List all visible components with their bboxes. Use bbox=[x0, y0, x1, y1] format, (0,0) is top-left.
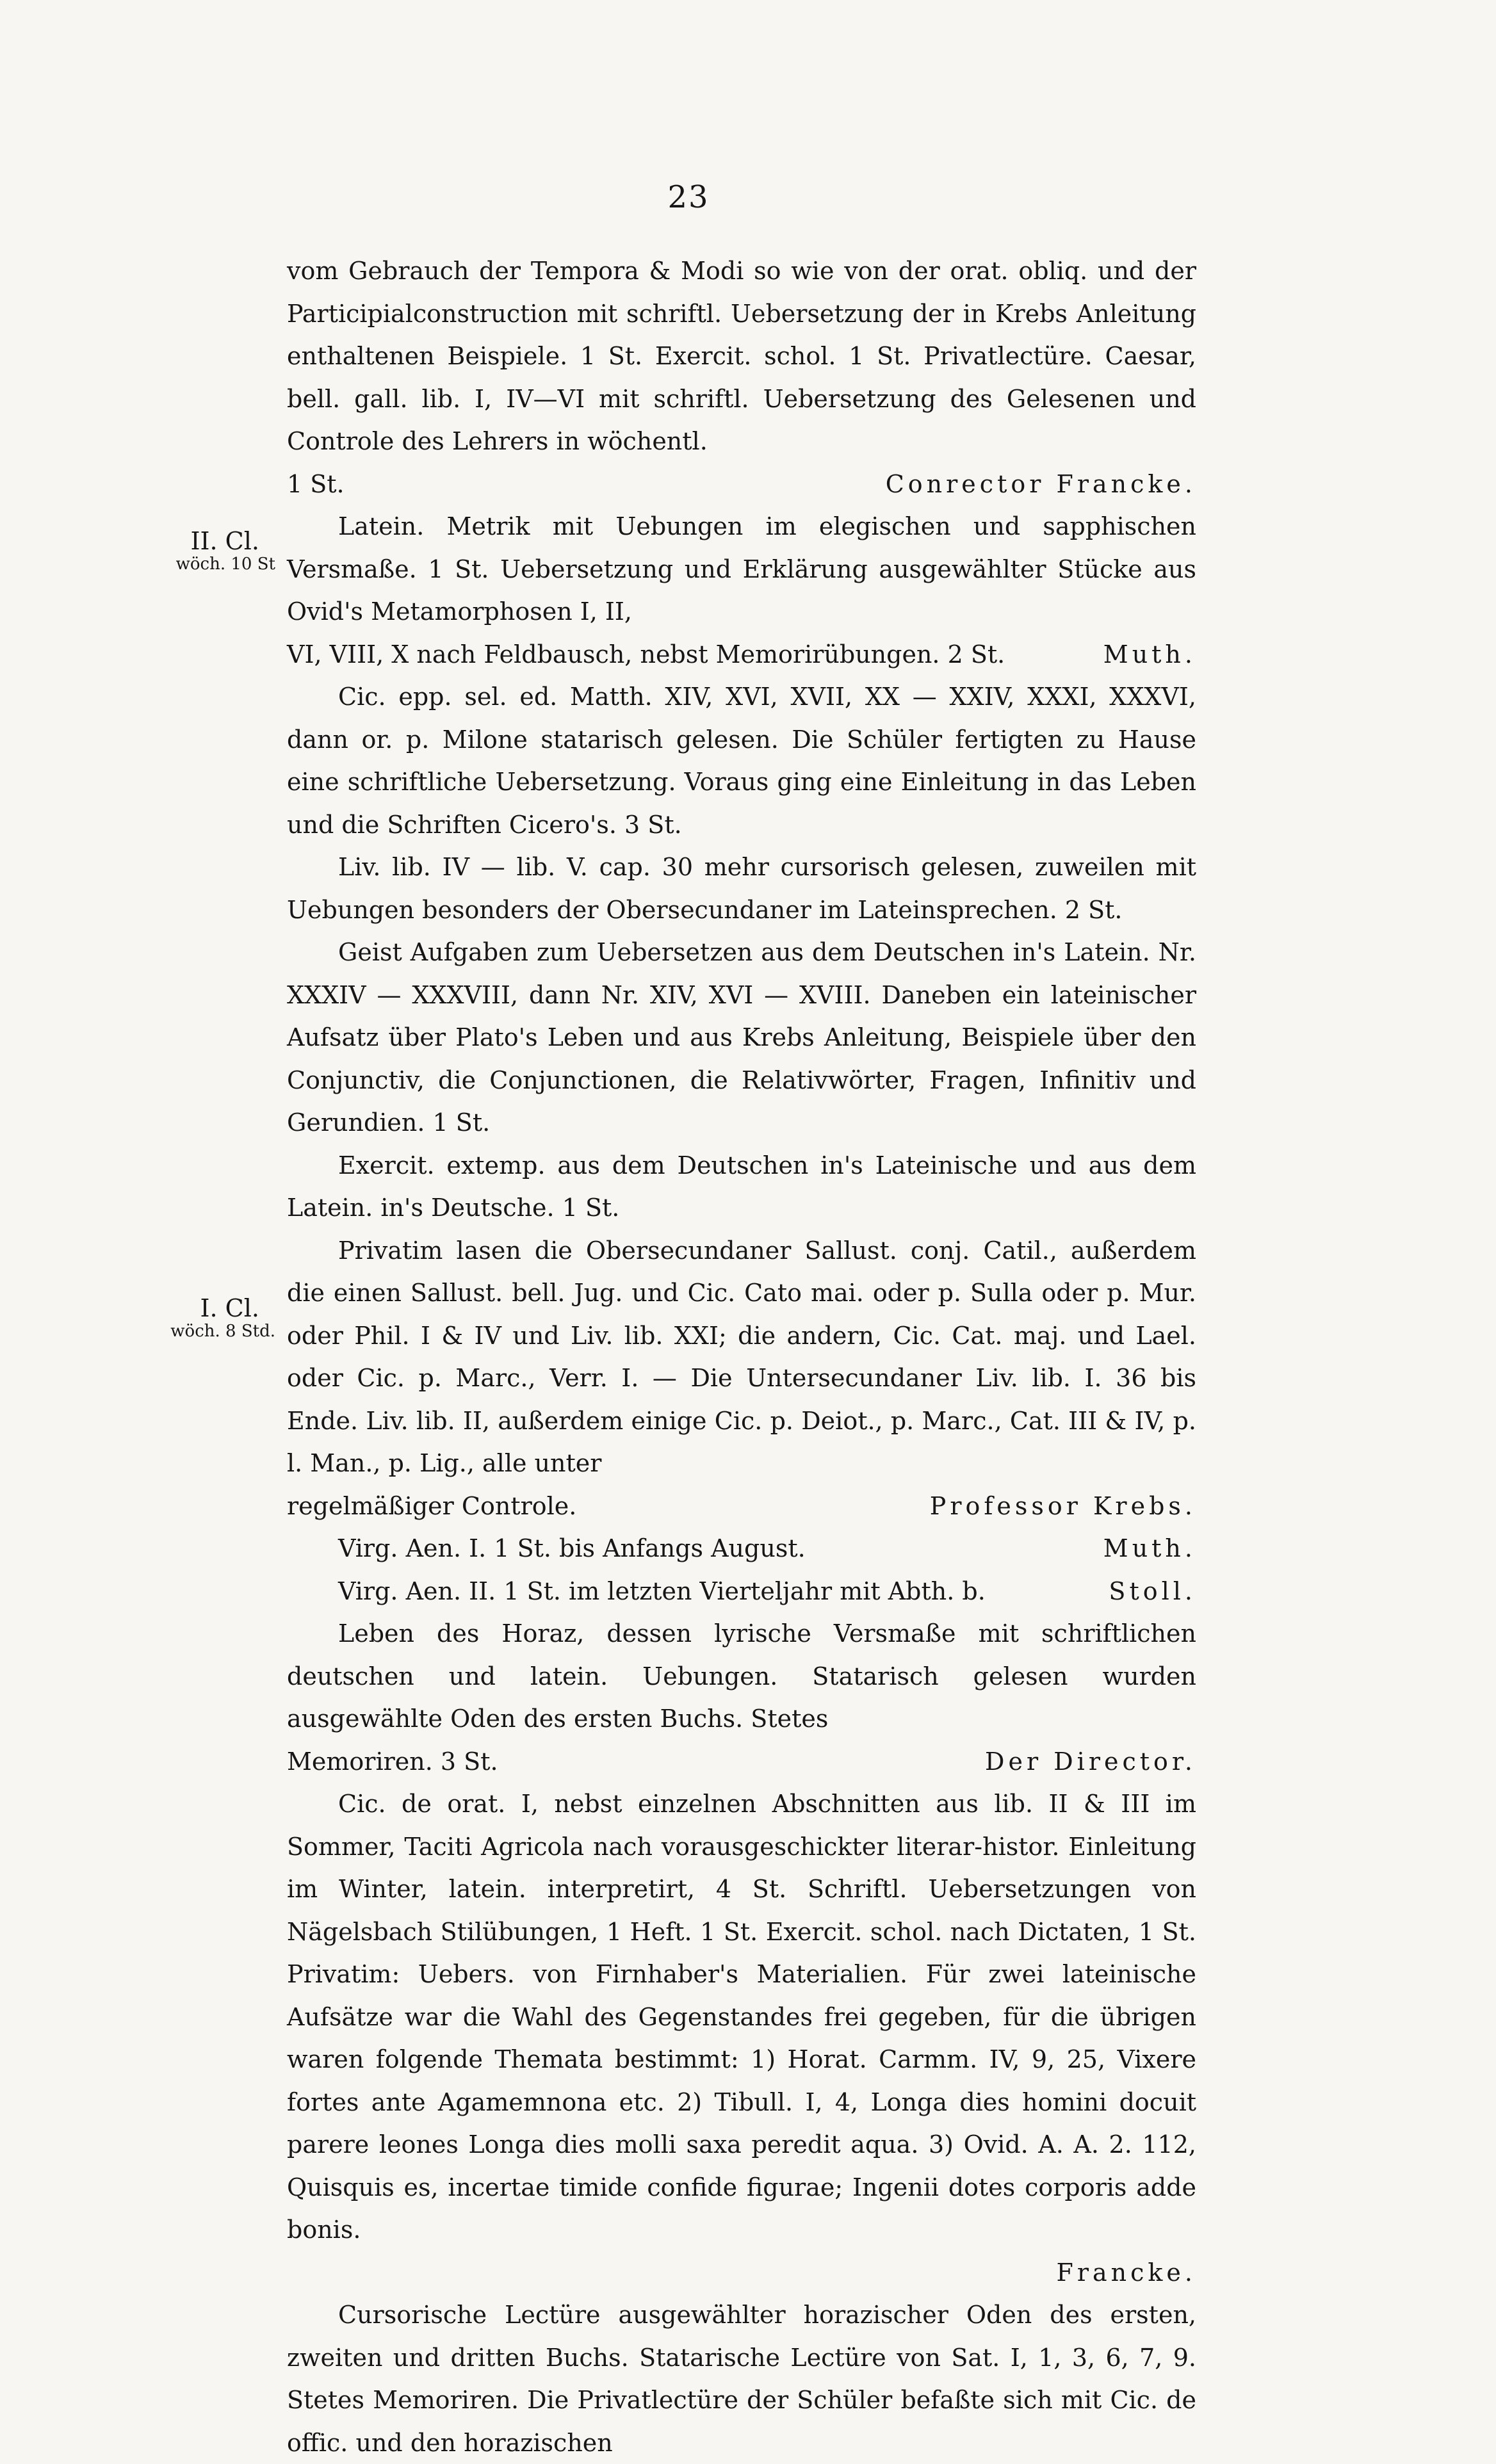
signature-muth-2: Muth. bbox=[1103, 1534, 1196, 1562]
paragraph-cursorische: Cursorische Lectüre ausgewählter horazischer Oden des ersten, zweiten und dritten Buchs. Statarische Lectüre von Sat. I, 1, 3, 6, 7, 9. Stetes Memoriren. Die Privatlectüre der Schüler befaßte sich mit Cic. de offic. und den horazischen bbox=[287, 2301, 1196, 2457]
line-muth-1 bbox=[287, 633, 1196, 676]
line-virg-1 bbox=[287, 1527, 1196, 1570]
paragraph-cicero-epp: Cic. epp. sel. ed. Matth. XIV, XVI, XVII, XX — XXIV, XXXI, XXXVI, dann or. p. Milone statarisch gelesen. Die Schüler fertigten zu Hause eine schriftliche Uebersetzung. Voraus ging eine Einleitung in das Leben und die Schriften Cicero's. 3 St. bbox=[287, 683, 1196, 839]
page-number: 23 bbox=[667, 179, 710, 215]
signature-francke-2-text: Francke. bbox=[1056, 2258, 1196, 2287]
main-text bbox=[287, 250, 1196, 2464]
paragraph-cic-de-orat: Cic. de orat. I, nebst einzelnen Abschnitten aus lib. II & III im Sommer, Taciti Agricola nach vorausgeschickter literar-histor. Einleitung im Winter, latein. interpretirt, 4 St. Schriftl. Uebersetzungen von Nägelsbach Stilübungen, 1 Heft. 1 St. Exercit. schol. nach Dictaten, 1 St. Privatim: Uebers. von Firnhaber's Materialien. Für zwei lateinische Aufsätze war die Wahl des Gegenstandes frei gegeben, für die übrigen waren folgende Themata bestimmt: 1) Horat. Carmm. IV, 9, 25, Vixere fortes ante Agamemnona etc. 2) Tibull. I, 4, Longa dies homini docuit parere leones Longa dies molli saxa peredit aqua. 3) Ovid. A. A. 2. 112, Quisquis es, incertae timide confide figurae; Ingenii dotes corporis adde bonis. bbox=[287, 1790, 1196, 2244]
paragraph-exercit: Exercit. extemp. aus dem Deutschen in's Lateinische und aus dem Latein. in's Deutsche. 1 St. bbox=[287, 1151, 1196, 1222]
signature-francke: Conrector Francke. bbox=[885, 469, 1196, 498]
line-krebs bbox=[287, 1485, 1196, 1528]
line-director bbox=[287, 1740, 1196, 1783]
signature-krebs: Professor Krebs. bbox=[929, 1491, 1196, 1520]
paragraph-tempora: vom Gebrauch der Tempora & Modi so wie von der orat. obliq. und der Participialconstruction mit schriftl. Uebersetzung der in Krebs Anleitung enthaltenen Beispiele. 1 St. Exercit. schol. 1 St. Privatlectüre. Caesar, bell. gall. lib. I, IV—VI mit schriftl. Uebersetzung des Gelesenen und Controle des Lehrers in wöchentl. bbox=[287, 257, 1196, 455]
paragraph-livius: Liv. lib. IV — lib. V. cap. 30 mehr cursorisch gelesen, zuweilen mit Uebungen besonders der Obersecundaner im Lateinsprechen. 2 St. bbox=[287, 853, 1196, 924]
signature-director: Der Director. bbox=[985, 1747, 1196, 1776]
paragraph-metrik-end: VI, VIII, X nach Feldbausch, nebst Memorirübungen. 2 St. bbox=[287, 640, 1005, 669]
paragraph-privatim: Privatim lasen die Obersecundaner Sallust. conj. Catil., außerdem die einen Sallust. bell. Jug. und Cic. Cato mai. oder p. Sulla oder p. Mur. oder Phil. I & IV und Liv. lib. XXI; die andern, Cic. Cat. maj. und Lael. oder Cic. p. Marc., Verr. I. — Die Untersecundaner Liv. lib. I. 36 bis Ende. Liv. lib. II, außerdem einige Cic. p. Deiot., p. Marc., Cat. III & IV, p. l. Man., p. Lig., alle unter bbox=[287, 1236, 1196, 1477]
paragraph-tempora-end: 1 St. bbox=[287, 469, 345, 498]
paragraph-horaz-end: Memoriren. 3 St. bbox=[287, 1747, 498, 1776]
paragraph-virg-1: Virg. Aen. I. 1 St. bis Anfangs August. bbox=[338, 1534, 806, 1562]
margin-class-i: I. Cl. bbox=[200, 1294, 259, 1322]
paragraph-horaz: Leben des Horaz, dessen lyrische Versmaße mit schriftlichen deutschen und latein. Uebungen. Statarisch gelesen wurden ausgewählte Oden des ersten Buchs. Stetes bbox=[287, 1619, 1196, 1733]
margin-class-i-hours: wöch. 8 Std. bbox=[170, 1322, 275, 1341]
signature-muth: Muth. bbox=[1103, 640, 1196, 669]
signature-francke-2 bbox=[287, 2251, 1196, 2294]
signature-stoll: Stoll. bbox=[1109, 1576, 1196, 1605]
paragraph-virg-2: Virg. Aen. II. 1 St. im letzten Vierteljahr mit Abth. b. bbox=[338, 1576, 986, 1605]
line-virg-2 bbox=[287, 1570, 1196, 1613]
paragraph-privatim-end: regelmäßiger Controle. bbox=[287, 1491, 577, 1520]
paragraph-geist: Geist Aufgaben zum Uebersetzen aus dem Deutschen in's Latein. Nr. XXXIV — XXXVIII, dann Nr. XIV, XVI — XVIII. Daneben ein lateinischer Aufsatz über Plato's Leben und aus Krebs Anleitung, Beispiele über den Conjunctiv, die Conjunctionen, die Relativwörter, Fragen, Infinitiv und Gerundien. 1 St. bbox=[287, 938, 1196, 1137]
paragraph-metrik: Latein. Metrik mit Uebungen im elegischen und sapphischen Versmaße. 1 St. Uebersetzung und Erklärung ausgewählter Stücke aus Ovid's Metamorphosen I, II, bbox=[287, 512, 1196, 626]
line-conrector bbox=[287, 463, 1196, 506]
margin-class-ii: II. Cl. bbox=[190, 527, 259, 555]
margin-class-ii-hours: wöch. 10 St bbox=[175, 555, 275, 574]
